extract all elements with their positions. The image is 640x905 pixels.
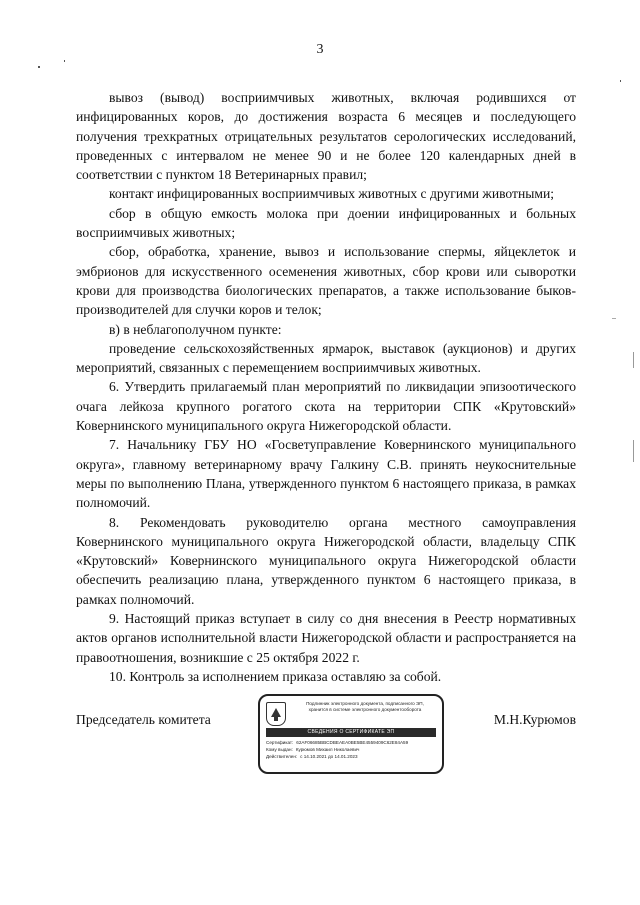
paragraph: 8. Рекомендовать руководителю органа местного самоуправления Ковернинского муниципального округа Нижегородской области, владельцу СПК «Крутовский» Ковернинского муниципального округа Нижегородской области обеспечить реализацию плана, утвержденного пунктом 6 настоящего приказа, в рамках полномочий. [76, 514, 576, 607]
page-number: 3 [316, 42, 324, 57]
scan-mark [64, 60, 65, 62]
paragraph: 9. Настоящий приказ вступает в силу со дня внесения в Реестр нормативных актов органов исполнительной власти Нижегородской области и распространяется на правоотношения, возникшие с 25 октября 2022 г. [76, 611, 576, 665]
electronic-signature-stamp [258, 694, 444, 774]
paragraph: контакт инфицированных восприимчивых животных с другими животными; [109, 186, 555, 202]
paragraph: 10. Контроль за исполнением приказа оставляю за собой. [109, 668, 442, 684]
signer-title: Председатель комитета [76, 712, 211, 727]
paragraph: проведение сельскохозяйственных ярмарок, выставок (аукционов) и других мероприятий, связанных с перемещением восприимчивых животных. [76, 340, 576, 376]
scan-mark [633, 440, 634, 462]
scan-mark [38, 66, 40, 68]
scan-mark [612, 318, 616, 319]
paragraph: вывоз (вывод) восприимчивых животных, включая родившихся от инфицированных коров, до достижения возраста 6 месяцев и последующего получения трехкратных отрицательных результатов серологических исследований, проведенных с интервалом не менее 90 и не более 120 календарных дней в соответствии с пунктом 18 Ветеринарных правил; [76, 90, 576, 183]
paragraph: в) в неблагополучном пункте: [109, 321, 282, 337]
paragraph: сбор в общую емкость молока при доении инфицированных и больных восприимчивых животных; [76, 205, 576, 241]
paragraph: сбор, обработка, хранение, вывоз и использование спермы, яйцеклеток и эмбрионов для искусственного осеменения животных, сбор крови или сыворотки крови для производства биологических препаратов, а также использование быков-производителей для случки коров и телок; [76, 244, 576, 318]
stamp-note: Подлинник электронного документа, подписанного ЭП, хранится в системе электронного документооборота [306, 701, 424, 712]
scan-mark [633, 352, 634, 368]
signer-name: М.Н.Курюмов [493, 712, 576, 727]
paragraph: 7. Начальнику ГБУ НО «Госветуправление Ковернинского муниципального округа», главному ветеринарному врачу Галкину С.В. принять неукоснительные меры по выполнению Плана, утвержденного пунктом 6 настоящего приказа, в рамках полномочий. [76, 437, 576, 511]
certificate-owner: Курюмов Михаил Николаевич [295, 746, 360, 752]
stamp-header: СВЕДЕНИЯ О СЕРТИФИКАТЕ ЭП [266, 728, 436, 737]
document-body [76, 88, 576, 686]
scan-mark [620, 80, 621, 82]
paragraph: 6. Утвердить прилагаемый план мероприятий по ликвидации эпизоотического очага лейкоза крупного рогатого скота на территории СПК «Крутовский» Ковернинского муниципального округа Нижегородской области. [76, 379, 576, 434]
certificate-details: Сертификат: 62AF06685BBCDBEAEA0BE5BE4559409C62E84A59 Кому выдан: Курюмов Михаил Николаевич Действителен: с 14.10.2021 до 14.01.2023 [266, 740, 409, 759]
certificate-number: 62AF06685BBCDBEAEA0BE5BE4559409C62E84A59 [296, 740, 409, 745]
certificate-validity: с 14.10.2021 до 14.01.2023 [300, 753, 358, 759]
coat-of-arms-icon [266, 702, 286, 726]
